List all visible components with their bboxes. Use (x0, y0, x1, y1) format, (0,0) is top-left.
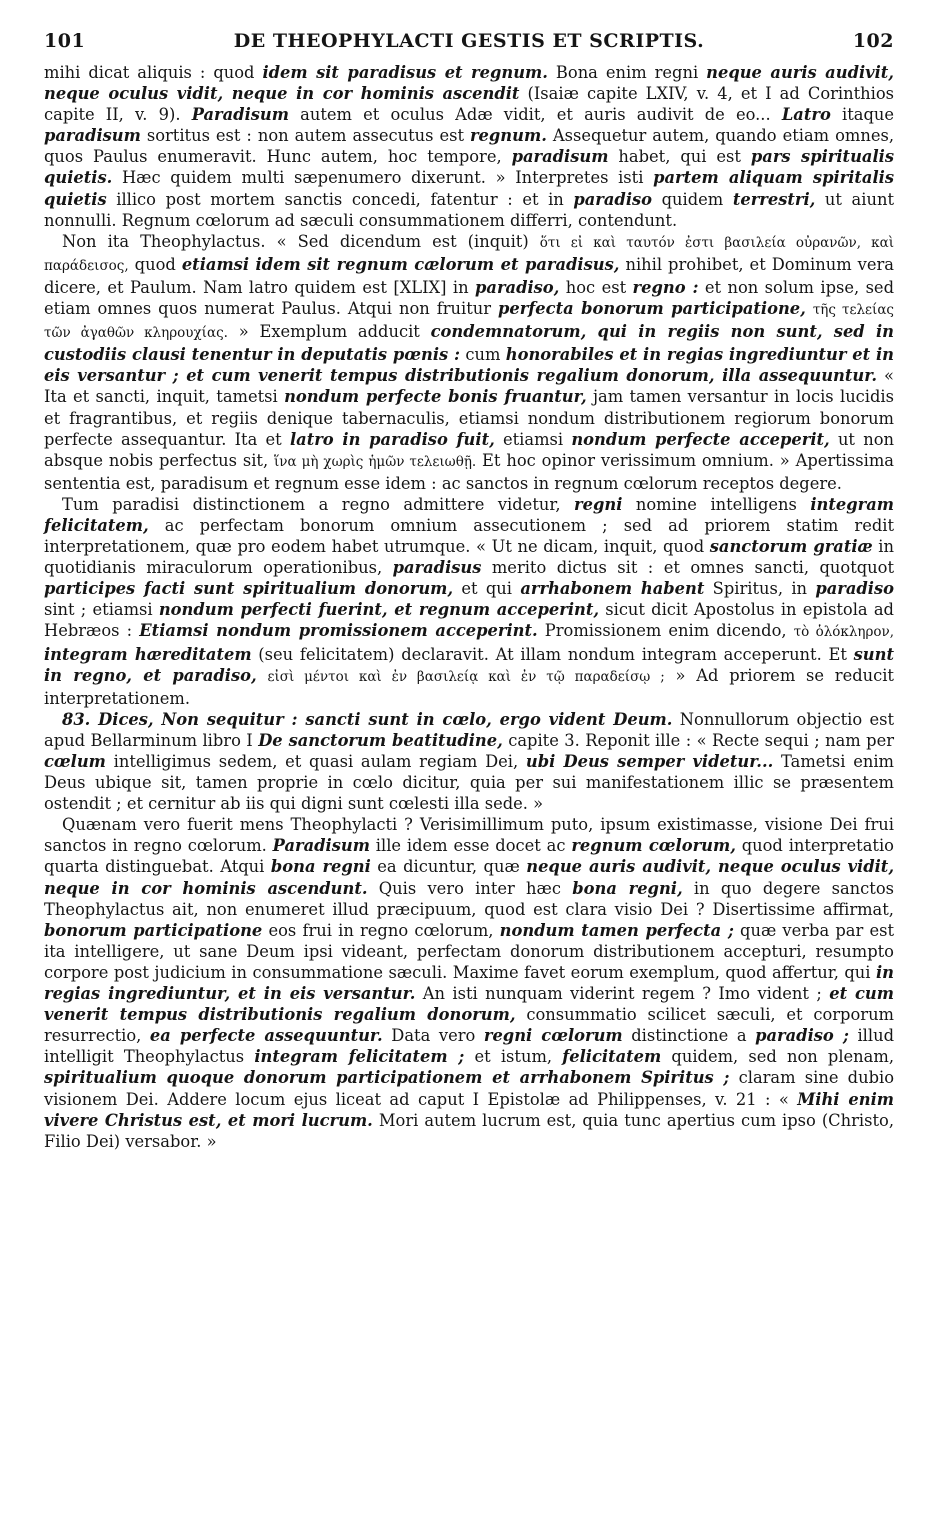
text-run: merito dictus sit : et omnes sancti, quotquot (481, 558, 894, 578)
text-run: habet, qui est (608, 147, 751, 167)
text-run: sint ; etiamsi (44, 600, 159, 620)
italic-run: bonorum participatione (44, 920, 263, 940)
text-run: itaque (830, 105, 894, 125)
text-run: » Ad priorem se reducit interpretationem. (44, 665, 894, 708)
italic-run: paradisus (392, 558, 482, 578)
text-run (257, 666, 268, 685)
text-run: et non solum ipse, sed etiam omnes quos numerat Paulus. Atqui non fruitur (44, 277, 894, 319)
italic-run: nondum perfecte acceperit, (571, 429, 830, 449)
running-title: DE THEOPHYLACTI GESTIS ET SCRIPTIS. (233, 30, 705, 52)
italic-run: integram felicitatem, (44, 494, 894, 535)
italic-run: Etiamsi nondum promissionem acceperint. (139, 621, 538, 641)
italic-run: ea perfecte assequuntur. (149, 1026, 383, 1046)
text-run: etiamsi (494, 429, 572, 449)
text-run: ac perfectam bonorum omnium assecutionem ; sed ad priorem statim redit interpretationem, quæ pro eodem habet utrumque. « Ut ne dicam, inquit, quod (44, 515, 894, 557)
text-run: eos frui in regno cœlorum, (262, 920, 500, 940)
text-run: Quænam vero fuerit mens Theophylacti ? Verisimillimum puto, ipsum existimasse, visione Dei frui sanctos in regno cœlorum. (44, 815, 894, 856)
italic-run: nondum tamen perfecta ; (499, 920, 734, 940)
italic-run: regni (574, 494, 623, 514)
italic-run: etiamsi idem sit regnum cælorum et paradisus, (181, 254, 620, 274)
italic-run: sanctorum gratiæ (709, 537, 873, 557)
text-run: Nonnullorum objectio est apud Bellarminum libro I (44, 709, 894, 750)
greek-run: τῆς τελείας τῶν ἀγαθῶν κληρουχίας. (44, 302, 894, 342)
italic-run: paradiso, (475, 277, 560, 297)
text-run: Et hoc opinor verissimum omnium. » Apertissima sententia est, paradisum et regnum esse idem : ac sanctos in regnum cœlorum receptos degere. (44, 450, 894, 493)
text-run: capite 3. Reponit ille : « Recte sequi ; nam per (502, 730, 895, 750)
italic-run: regno : (632, 277, 699, 297)
text-run: Promissionem enim dicendo, (537, 621, 794, 641)
italic-run: bona regni, (572, 878, 683, 898)
text-run: » Exemplum adducit (227, 322, 431, 342)
text-run: claram sine dubio visionem Dei. Addere locum ejus liceat ad caput I Epistolæ ad Philippenses, v. 21 : « (44, 1068, 894, 1109)
italic-run: perfecta bonorum participatione, (497, 299, 806, 319)
right-page-number: 102 (852, 30, 894, 52)
text-run (806, 299, 813, 318)
italic-run: 83. (62, 709, 99, 729)
italic-run: et cum venerit tempus distributionis regalium donorum, (44, 984, 894, 1025)
text-run: Tum paradisi distinctionem a regno admittere videtur, (62, 494, 575, 514)
text-run: Hæc quidem multi sæpenumero dixerunt. » Interpretes isti (112, 168, 654, 188)
greek-run: εἰσὶ μέντοι καὶ ἐν βασιλείᾳ καὶ ἐν τῷ παραδείσῳ ; (267, 668, 665, 685)
text-run: quod interpretatio quarta distinguebat. Atqui (44, 836, 894, 877)
italic-run: in regias ingrediuntur, et in eis versantur. (44, 962, 894, 1004)
italic-run: participes facti sunt spiritualium donorum, (44, 579, 454, 599)
italic-run: condemnatorum, qui in regiis non sunt, sed in custodiis clausi tenentur in deputatis pœnis : (44, 322, 894, 365)
text-run: illico post mortem sanctis concedi, fatentur : et in (106, 189, 574, 209)
text-run: Assequetur autem, quando etiam omnes, quos Paulus enumeravit. Hunc autem, hoc tempore, (44, 126, 894, 167)
text-run: in quotidianis miraculorum operationibus, (44, 537, 894, 578)
italic-run: partem aliquam spiritalis quietis (44, 168, 895, 209)
italic-run: integram hæreditatem (44, 644, 252, 664)
paragraph (44, 709, 894, 814)
text-run: Data vero (382, 1026, 484, 1046)
italic-run: neque auris audivit, neque oculus vidit, neque in cor hominis ascendunt. (44, 857, 894, 898)
body-text (44, 62, 894, 1152)
italic-run: bona regni (270, 857, 371, 877)
text-run: (seu felicitatem) declaravit. At illam nondum integram acceperunt. Et (251, 644, 854, 664)
text-run: consummatio scilicet sæculi, et corporum resurrectio, (44, 1005, 894, 1046)
paragraph (44, 62, 894, 231)
text-run: (Isaiæ capite LXIV, v. 4, et I ad Corinthios capite II, v. 9). (44, 84, 894, 125)
paragraph (44, 494, 894, 709)
text-run: ille idem esse docet ac (369, 836, 572, 856)
text-run: et istum, (464, 1047, 563, 1067)
text-run: Spiritus, in (704, 579, 816, 599)
text-run: hoc est (559, 277, 633, 297)
text-run: distinctione a (622, 1026, 756, 1046)
italic-run: arrhabonem habent (520, 579, 705, 599)
italic-run: paradiso ; (755, 1026, 849, 1046)
text-run: Tametsi enim Deus ubique sit, tamen proprie in cœlo dicitur, quia per sui manifestationem illic se præsentem ostendit ; et cernitur ab iis qui digni sunt cœlesti illa sede. » (44, 752, 894, 814)
text-run: Non ita Theophylactus. « Sed dicendum est (inquit) (62, 231, 540, 251)
text-run: ut non absque nobis perfectus sit, (44, 429, 894, 470)
italic-run: Latro (781, 105, 831, 125)
italic-run: sunt in regno, et paradiso, (44, 644, 895, 685)
text-run: Mori autem lucrum est, quia tunc apertius cum ipso (Christo, Filio Dei) versabor. » (44, 1110, 894, 1151)
italic-run: spiritualium quoque donorum participationem et arrhabonem Spiritus ; (44, 1068, 730, 1088)
text-run: quod (128, 254, 182, 274)
text-run: mihi dicat aliquis : quod (44, 63, 263, 82)
italic-run: Paradisum (191, 105, 289, 125)
italic-run: paradiso (573, 189, 653, 209)
text-run: nomine intelligens (622, 494, 811, 514)
italic-run: latro in paradiso fuit, (289, 429, 495, 449)
italic-run: idem sit paradisus et regnum. (262, 63, 548, 82)
italic-run: honorabiles et in regias ingrediuntur et in eis versantur ; et cum venerit tempus distributionis regalium donorum, illa assequuntur. (44, 345, 894, 386)
greek-run: ἵνα μὴ χωρὶς ἡμῶν τελειωθῇ. (273, 453, 477, 470)
italic-run: integram felicitatem ; (254, 1047, 465, 1067)
paragraph (44, 231, 894, 494)
italic-run: felicitatem (562, 1047, 662, 1067)
text-run: nihil prohibet, et Dominum vera dicere, et Paulum. Nam latro quidem est [XLIX] in (44, 254, 894, 297)
greek-run: ὅτι εἰ καὶ ταυτόν ἐστι βασιλεία οὐρανῶν, καὶ παράδεισος, (44, 234, 894, 274)
text-run: et qui (453, 579, 521, 599)
text-run: jam tamen versantur in locis lucidis et fragrantibus, et regiis denique tabernaculis, etiamsi nondum distributionem regiorum bonorum perfecte assequantur. Ita et (44, 387, 894, 449)
italic-run: regni cœlorum (483, 1026, 623, 1046)
text-run: ut aiunt nonnulli. Regnum cœlorum ad sæculi consummationem differri, contendunt. (44, 189, 894, 230)
text-run: autem et oculus Adæ vidit, et auris audivit de eo... (289, 105, 782, 125)
text-run: cum (460, 345, 506, 365)
italic-run: neque auris audivit, neque oculus vidit, neque in cor hominis ascendit (44, 63, 894, 104)
italic-run: Mihi enim vivere Christus est, et mori lucrum. (44, 1089, 894, 1130)
italic-run: De sanctorum beatitudine, (258, 730, 503, 750)
text-run: in quo degere sanctos Theophylactus ait, non enumeret illud præcipuum, quod est clara visio Dei ? Disertissime affirmat, (44, 878, 894, 919)
italic-run: regnum cœlorum, (571, 836, 736, 856)
text-run: ea dicuntur, quæ (370, 857, 527, 877)
text-run: Quis vero inter hæc (367, 878, 573, 898)
text-run: quæ verba par est ita intelligere, ut sane Deum ipsi videant, perfectam donorum distributionem accepturi, resumpto corpore post judicium in consummatione sæculi. Maxime favet eorum exemplum, quod affertur, qui (44, 920, 894, 982)
italic-run: ubi Deus semper videtur... (525, 752, 774, 771)
italic-run: paradiso (815, 579, 894, 599)
text-run: intelligimus sedem, et quasi aulam regiam Dei, (105, 752, 526, 771)
paragraph (44, 814, 894, 1152)
italic-run: terrestri, (732, 189, 816, 209)
greek-run: τὸ ὁλόκληρον, (793, 624, 895, 641)
italic-run: Paradisum (272, 836, 370, 856)
italic-run: nondum perfecte bonis fruantur, (284, 387, 587, 407)
italic-run: paradisum (44, 126, 141, 146)
text-run: illud intelligit Theophylactus (44, 1026, 894, 1067)
text-run: quidem, sed non plenam, (661, 1047, 894, 1067)
italic-run: cœlum (44, 752, 106, 771)
italic-run: paradisum (511, 147, 609, 167)
left-page-number: 101 (44, 30, 86, 52)
italic-run: regnum. (469, 126, 547, 146)
text-run: sortitus est : non autem assecutus est (140, 126, 470, 146)
running-head (44, 30, 894, 60)
text-run: Bona enim regni (547, 63, 707, 82)
text-run: quidem (652, 189, 733, 209)
italic-run: pars spiritualis quietis. (44, 147, 894, 188)
text-run: sicut dicit Apostolus in epistola ad Hebræos : (44, 600, 894, 641)
italic-run: nondum perfecti fuerint, et regnum acceperint, (158, 600, 600, 620)
text-run: « Ita et sancti, inquit, tametsi (44, 366, 894, 407)
italic-run: Dices, Non sequitur : sancti sunt in cœlo, ergo vident Deum. (98, 709, 673, 729)
text-run: An isti nunquam viderint regem ? Imo vident ; (415, 984, 830, 1004)
